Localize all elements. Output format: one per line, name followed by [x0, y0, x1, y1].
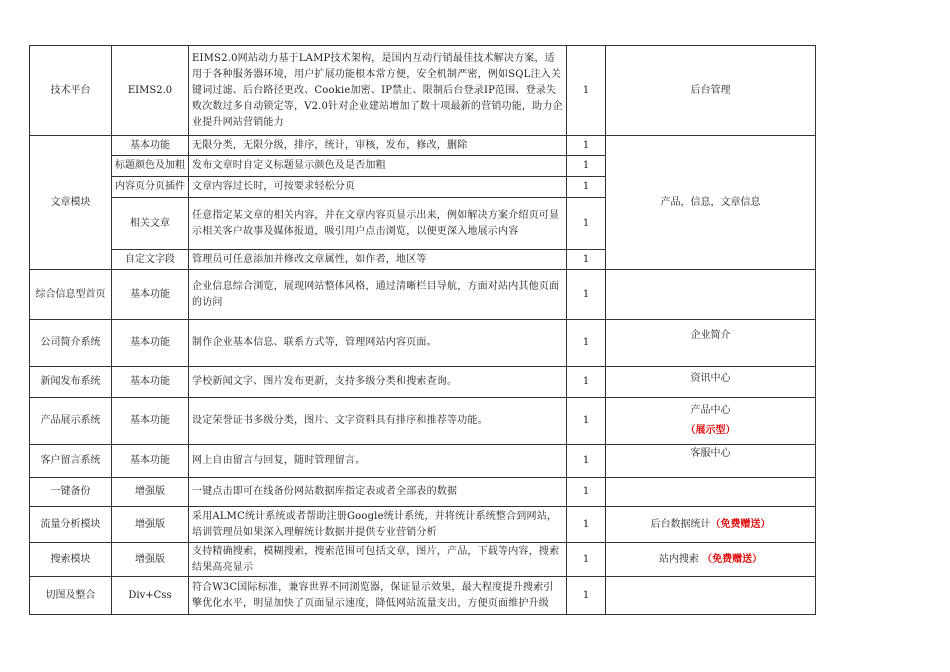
function-cell: 增强版 [112, 507, 189, 543]
quantity-cell: 1 [567, 177, 606, 198]
quantity-cell: 1 [567, 136, 606, 156]
quantity-cell: 1 [567, 445, 606, 478]
note-cell [606, 478, 816, 507]
table-row [30, 320, 816, 367]
quantity-cell: 1 [567, 543, 606, 577]
function-cell: 基本功能 [112, 136, 189, 156]
category-cell: 新闻发布系统 [30, 367, 112, 398]
feature-table [29, 45, 816, 615]
category-cell: 综合信息型首页 [30, 270, 112, 320]
table-row [30, 543, 816, 577]
function-cell: 标题颜色及加粗 [112, 156, 189, 177]
note-cell [606, 543, 816, 577]
category-cell: 搜索模块 [30, 543, 112, 577]
table-row [30, 136, 816, 156]
function-cell: 自定文字段 [112, 250, 189, 270]
description-cell: 学校新闻文字、图片发布更新，支持多级分类和搜索查询。 [189, 367, 567, 398]
quantity-cell: 1 [567, 398, 606, 445]
note-cell: 产品，信息，文章信息 [606, 136, 816, 270]
function-cell: 增强版 [112, 478, 189, 507]
description-cell: EIMS2.0网站动力基于LAMP技术架构，是国内互动行销最佳技术解决方案，适用于各种服务器环境，用户扩展功能根本常方便，安全机制严密，例如SQL注入关键词过滤、后台路径更改、Cookie加密、IP禁止、限制后台登录IP范围、登录失败次数过多自动锁定等，V2.0针对企业建站增加了数十项最新的营销功能，助力企业提升网站营销能力 [189, 46, 567, 136]
note-cell [606, 398, 816, 445]
note-cell: 客服中心 [606, 445, 816, 478]
quantity-cell: 1 [567, 156, 606, 177]
function-cell: 内容页分页插件 [112, 177, 189, 198]
table-row [30, 577, 816, 615]
note-text: 站内搜索 [658, 553, 699, 565]
description-cell: 符合W3C国际标准，兼容世界不同浏览器，保证显示效果，最大程度提升搜索引擎优化水平，明显加快了页面显示速度，降低网站流量支出，方便页面维护升级 [189, 577, 567, 615]
description-cell: 发布文章时自定义标题显示颜色及是否加粗 [189, 156, 567, 177]
table-row [30, 46, 816, 136]
table-row [30, 478, 816, 507]
function-cell: 基本功能 [112, 445, 189, 478]
function-cell: 相关文章 [112, 198, 189, 250]
note-cell [606, 577, 816, 615]
category-cell: 公司简介系统 [30, 320, 112, 367]
description-cell: 支持精确搜索，模糊搜索，搜索范围可包括文章，图片，产品，下载等内容，搜索结果高亮显示 [189, 543, 567, 577]
note-cell [606, 507, 816, 543]
function-cell: 基本功能 [112, 270, 189, 320]
description-cell: 管理员可任意添加并修改文章属性，如作者，地区等 [189, 250, 567, 270]
function-cell: 增强版 [112, 543, 189, 577]
quantity-cell: 1 [567, 320, 606, 367]
category-cell: 切图及整合 [30, 577, 112, 615]
free-gift-badge: （免费赠送） [710, 518, 771, 530]
category-cell: 技术平台 [30, 46, 112, 136]
note-cell: 企业简介 [606, 320, 816, 367]
note-cell [606, 270, 816, 320]
quantity-cell: 1 [567, 367, 606, 398]
display-type-badge: （展示型） [685, 425, 736, 436]
note-cell: 资讯中心 [606, 367, 816, 398]
function-cell: 基本功能 [112, 320, 189, 367]
description-cell: 设定荣誉证书多级分类，图片、文字资料具有排序和推荐等功能。 [189, 398, 567, 445]
table-row [30, 367, 816, 398]
quantity-cell: 1 [567, 198, 606, 250]
description-cell: 制作企业基本信息、联系方式等，管理网站内容页面。 [189, 320, 567, 367]
table-row [30, 445, 816, 478]
table-row [30, 507, 816, 543]
description-cell: 文章内容过长时，可按要求轻松分页 [189, 177, 567, 198]
description-cell: 任意指定某文章的相关内容，并在文章内容页显示出来，例如解决方案介绍页可显示相关客户故事及媒体报道，吸引用户点击浏览，以便更深入地展示内容 [189, 198, 567, 250]
note-cell: 后台管理 [606, 46, 816, 136]
free-gift-badge: （免费赠送） [702, 553, 763, 565]
note-text: 后台数据统计 [650, 518, 711, 530]
function-cell: 基本功能 [112, 367, 189, 398]
quantity-cell: 1 [567, 250, 606, 270]
quantity-cell: 1 [567, 507, 606, 543]
category-cell: 流量分析模块 [30, 507, 112, 543]
table-row [30, 398, 816, 445]
description-cell: 网上自由留言与回复，随时管理留言。 [189, 445, 567, 478]
category-cell: 一键备份 [30, 478, 112, 507]
category-cell: 文章模块 [30, 136, 112, 270]
function-cell: Div+Css [112, 577, 189, 615]
description-cell: 采用ALMC统计系统或者帮助注册Google统计系统，并将统计系统整合到网站，培训管理员如果深入理解统计数据并提供专业营销分析 [189, 507, 567, 543]
description-cell: 无限分类，无限分级，排序，统计，审核，发布，修改，删除 [189, 136, 567, 156]
quantity-cell: 1 [567, 46, 606, 136]
function-cell: EIMS2.0 [112, 46, 189, 136]
quantity-cell: 1 [567, 577, 606, 615]
note-text: 产品中心 [690, 405, 731, 416]
description-cell: 一键点击即可在线备份网站数据库指定表或者全部表的数据 [189, 478, 567, 507]
table-row [30, 270, 816, 320]
quantity-cell: 1 [567, 478, 606, 507]
description-cell: 企业信息综合浏览，展现网站整体风格，通过清晰栏目导航，方面对站内其他页面的访问 [189, 270, 567, 320]
category-cell: 产品展示系统 [30, 398, 112, 445]
function-cell: 基本功能 [112, 398, 189, 445]
quantity-cell: 1 [567, 270, 606, 320]
category-cell: 客户留言系统 [30, 445, 112, 478]
